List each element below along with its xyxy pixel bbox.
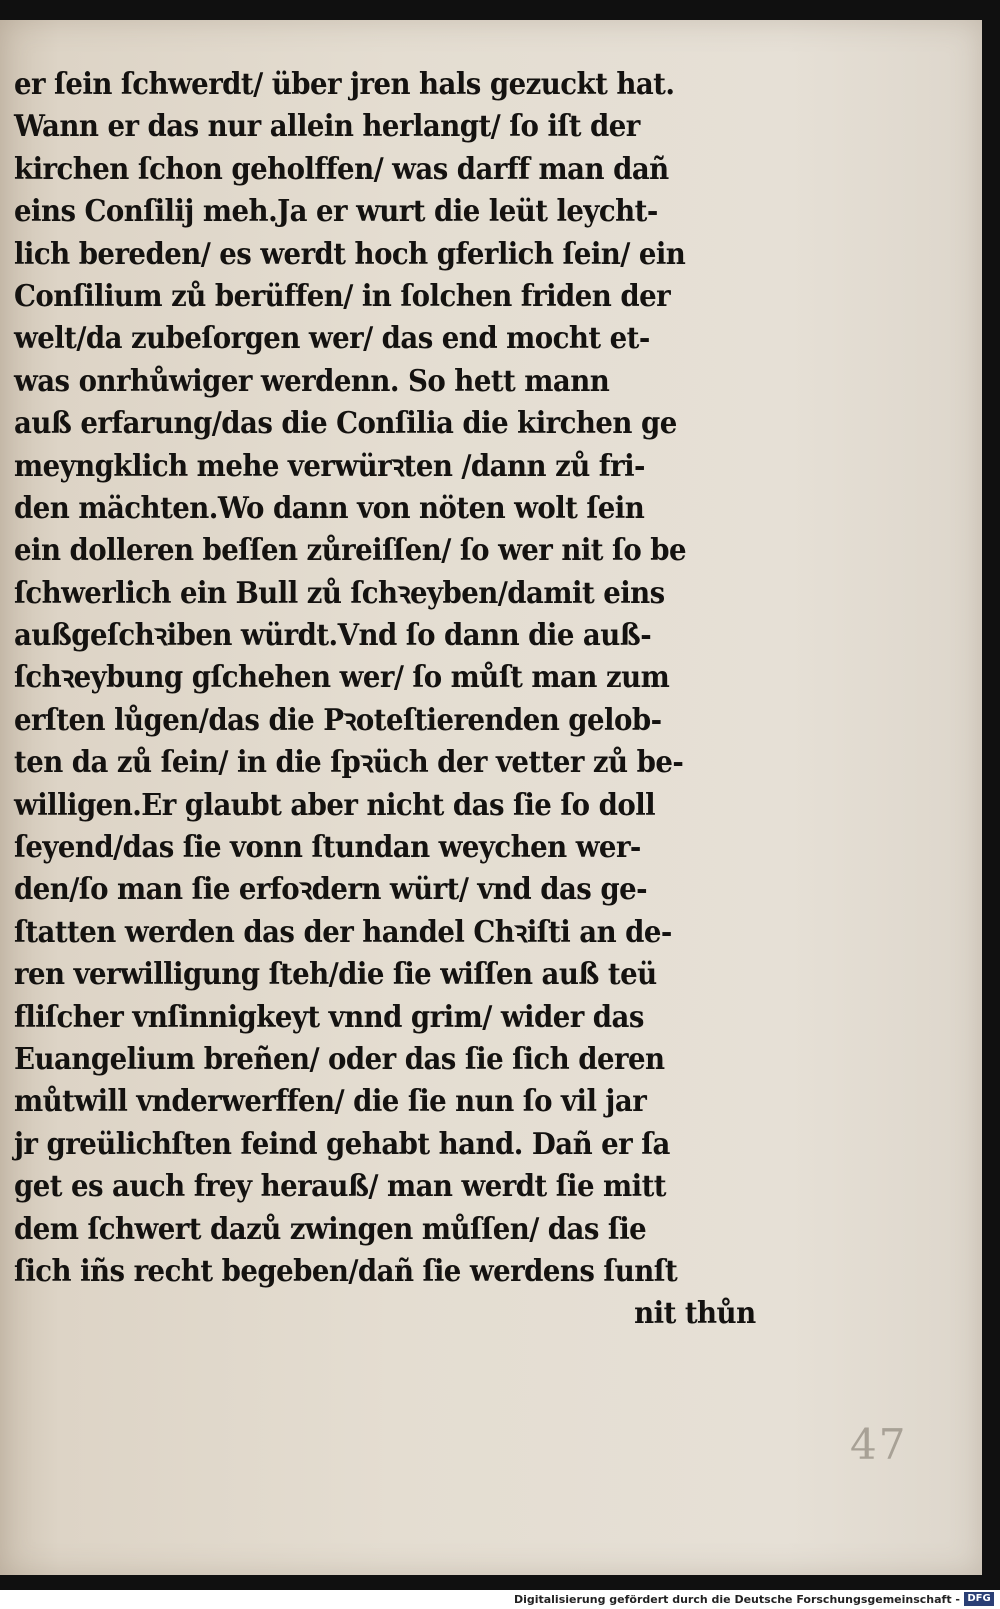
text-line: jr greülichſten feind gehabt hand. Dañ er ſa: [14, 1126, 670, 1162]
text-line: ſtatten werden das der handel Chꝛiſti an de-: [14, 914, 672, 950]
text-line: den/ſo man ſie erfoꝛdern würt/ vnd das ge-: [14, 872, 648, 908]
text-line: ren verwilligung ſteh/die ſie wiſſen auß teü: [14, 957, 657, 993]
text-line: ſich iñs recht begeben/dañ ſie werdens ſunſt: [14, 1253, 678, 1289]
text-line: ten da zů ſein/ in die ſpꝛüch der vetter zů be-: [14, 745, 684, 781]
text-line: můtwill vnderwerffen/ die ſie nun ſo vil jar: [14, 1084, 647, 1120]
text-line: auß erfarung/das die Conſilia die kirchen ge: [14, 406, 677, 442]
text-line: dem ſchwert dazů zwingen můſſen/ das ſie: [14, 1211, 647, 1247]
catchword: nit thůn: [634, 1296, 756, 1332]
text-line: get es auch frey herauß/ man werdt ſie mitt: [14, 1169, 667, 1205]
text-line: Euangelium breñen/ oder das ſie ſich deren: [14, 1041, 665, 1077]
text-line: was onrhůwiger werdenn. So hett mann: [14, 363, 610, 399]
text-line: den mächten.Wo dann von nöten wolt ſein: [14, 490, 645, 526]
text-line: ein dolleren beſſen zůreiſſen/ ſo wer nit ſo be: [14, 533, 687, 569]
text-line: ſchꝛeybung gſchehen wer/ ſo můſt man zum: [14, 660, 670, 696]
text-line: außgeſchꝛiben würdt.Vnd ſo dann die auß-: [14, 618, 652, 654]
dfg-logo: DFG: [964, 1592, 994, 1606]
text-line: lich bereden/ es werdt hoch gferlich ſein/ ein: [14, 236, 686, 272]
text-line: kirchen ſchon geholffen/ was darff man dañ: [14, 151, 669, 187]
text-line: erſten lůgen/das die Pꝛoteſtierenden gelob-: [14, 702, 662, 738]
text-block: [14, 64, 774, 1336]
folio-number: 47: [850, 1420, 908, 1469]
text-line: willigen.Er glaubt aber nicht das ſie ſo doll: [14, 787, 656, 823]
text-line: Wann er das nur allein herlangt/ ſo iſt der: [14, 109, 640, 145]
text-line: er ſein ſchwerdt/ über jren hals gezuckt hat.: [14, 67, 675, 102]
text-line: meyngklich mehe verwürꝛten /dann zů fri-: [14, 448, 645, 484]
text-line: ſchwerlich ein Bull zů ſchꝛeyben/damit eins: [14, 575, 665, 611]
text-line: fliſcher vnſinnigkeyt vnnd grim/ wider das: [14, 999, 644, 1035]
text-line: welt/da zubeſorgen wer/ das end mocht et-: [14, 321, 650, 357]
text-line: Conſilium zů berüffen/ in ſolchen friden der: [14, 278, 671, 314]
text-line: eins Conſilij meh.Ja er wurt die leüt leycht-: [14, 194, 658, 230]
footer-credit: Digitalisierung gefördert durch die Deutsche Forschungsgemeinschaft -: [513, 1593, 960, 1606]
text-line: ſeyend/das ſie vonn ſtundan weychen wer-: [14, 830, 641, 866]
